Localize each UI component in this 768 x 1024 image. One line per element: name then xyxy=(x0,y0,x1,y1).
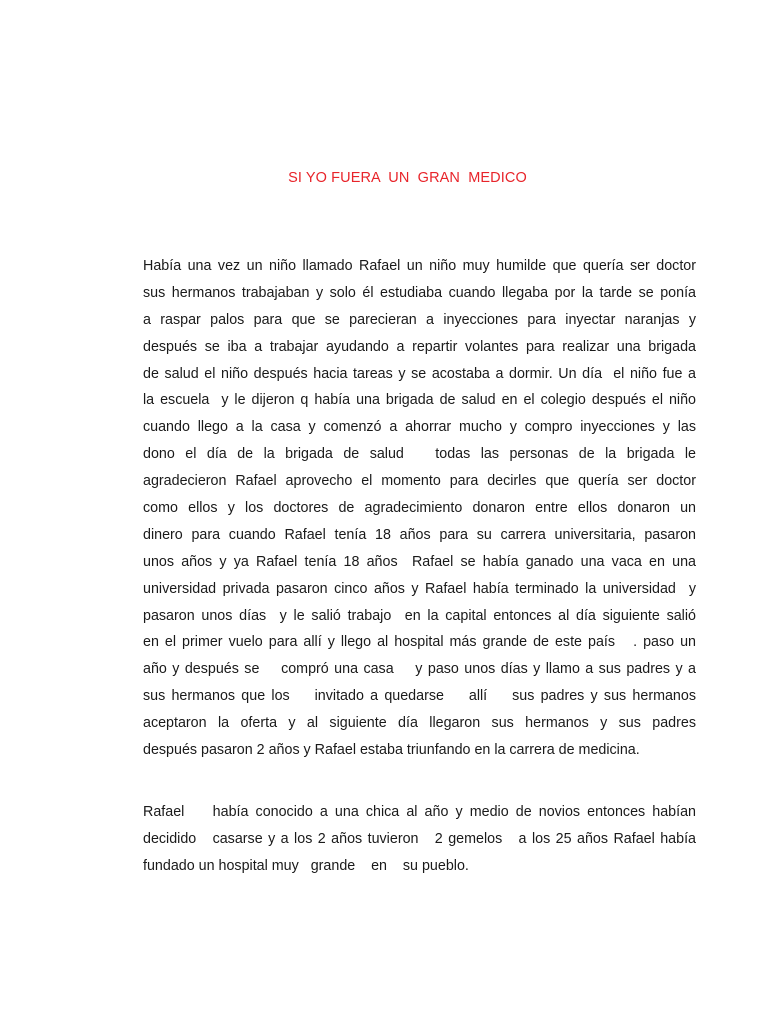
text-line: después se iba a trabajar ayudando a repartir volantes para realizar una brigada xyxy=(143,338,696,355)
text-line: Rafael había conocido a una chica al año y medio de novios entonces habían xyxy=(143,804,696,820)
paragraph-1 xyxy=(143,253,696,764)
document-title: SI YO FUERA UN GRAN MEDICO xyxy=(288,170,527,186)
text-line: fundado un hospital muy grande en su pueblo. xyxy=(143,857,469,874)
text-line: sus hermanos que los invitado a quedarse allí sus padres y sus hermanos xyxy=(143,688,696,705)
text-line: cuando llego a la casa y comenzó a ahorrar mucho y compro inyecciones y las xyxy=(143,419,696,436)
text-line: universidad privada pasaron cinco años y Rafael había terminado la universidad y xyxy=(143,580,696,597)
text-line: sus hermanos trabajaban y solo él estudiaba cuando llegaba por la tarde se ponía xyxy=(143,284,696,301)
text-line: a raspar palos para que se parecieran a inyecciones para inyectar naranjas y xyxy=(143,311,696,328)
paragraph-2 xyxy=(143,799,696,880)
text-line: después pasaron 2 años y Rafael estaba triunfando en la carrera de medicina. xyxy=(143,742,640,759)
text-line: aceptaron la oferta y al siguiente día llegaron sus hermanos y sus padres xyxy=(143,715,696,732)
text-line: año y después se compró una casa y paso unos días y llamo a sus padres y a xyxy=(143,661,696,678)
text-line: dono el día de la brigada de salud todas las personas de la brigada le xyxy=(143,446,696,463)
text-line: la escuela y le dijeron q había una brigada de salud en el colegio después el niño xyxy=(143,392,696,409)
text-line: como ellos y los doctores de agradecimiento donaron entre ellos donaron un xyxy=(143,500,696,517)
text-line: agradecieron Rafael aprovecho el momento para decirles que quería ser doctor xyxy=(143,473,696,490)
text-line: decidido casarse y a los 2 años tuvieron 2 gemelos a los 25 años Rafael había xyxy=(143,830,696,847)
text-line: unos años y ya Rafael tenía 18 años Rafael se había ganado una vaca en una xyxy=(143,553,696,570)
text-line: dinero para cuando Rafael tenía 18 años para su carrera universitaria, pasaron xyxy=(143,526,696,543)
text-line: Había una vez un niño llamado Rafael un niño muy humilde que quería ser doctor xyxy=(143,258,696,274)
text-line: de salud el niño después hacia tareas y se acostaba a dormir. Un día el niño fue a xyxy=(143,365,696,382)
text-line: pasaron unos días y le salió trabajo en la capital entonces al día siguiente salió xyxy=(143,607,696,624)
text-line: en el primer vuelo para allí y llego al hospital más grande de este país . paso un xyxy=(143,634,696,651)
